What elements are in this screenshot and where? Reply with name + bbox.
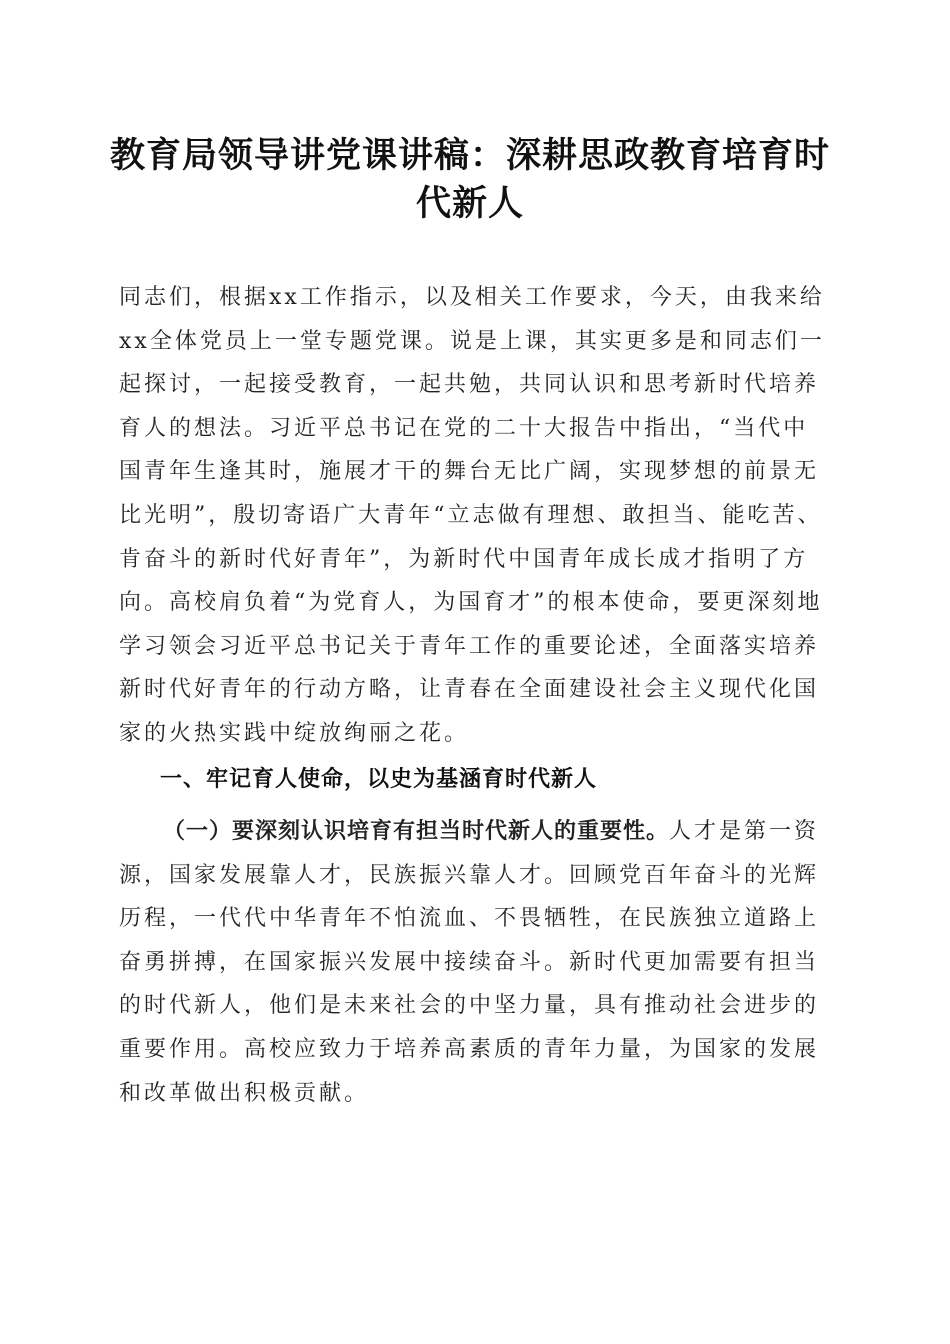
subsection-lead-1: （一）要深刻认识培育有担当时代新人的重要性。 [163, 818, 670, 844]
subsection-body-1: 人才是第一资源，国家发展靠人才，民族振兴靠人才。回顾党百年奋斗的光辉历程，一代代中华青年不怕流血、不畏牺牲，在民族独立道路上奋勇拼搏，在国家振兴发展中接续奋斗。新时代更加需要有担当的时代新人，他们是未来社会的中坚力量，具有推动社会进步的重要作用。高校应致力于培养高素质的青年力量，为国家的发展和改革做出积极贡献。 [119, 819, 820, 1106]
section-heading-1: 一、牢记育人使命，以史为基涵育时代新人 [160, 767, 598, 792]
subsection-paragraph-1 [119, 810, 831, 1115]
intro-paragraph: 同志们，根据xx工作指示，以及相关工作要求，今天，由我来给xx全体党员上一堂专题党课。说是上课，其实更多是和同志们一起探讨，一起接受教育，一起共勉，共同认识和思考新时代培养育人的想法。习近平总书记在党的二十大报告中指出，“当代中国青年生逢其时，施展才干的舞台无比广阔，实现梦想的前景无比光明”，殷切寄语广大青年“立志做有理想、敢担当、能吃苦、肯奋斗的新时代好青年”，为新时代中国青年成长成才指明了方向。高校肩负着“为党育人，为国育才”的根本使命，要更深刻地学习领会习近平总书记关于青年工作的重要论述，全面落实培养新时代好青年的行动方略，让青春在全面建设社会主义现代化国家的火热实践中绽放绚丽之花。 [119, 285, 825, 746]
document-title: 教育局领导讲党课讲稿：深耕思政教育培育时代新人 [109, 135, 830, 224]
